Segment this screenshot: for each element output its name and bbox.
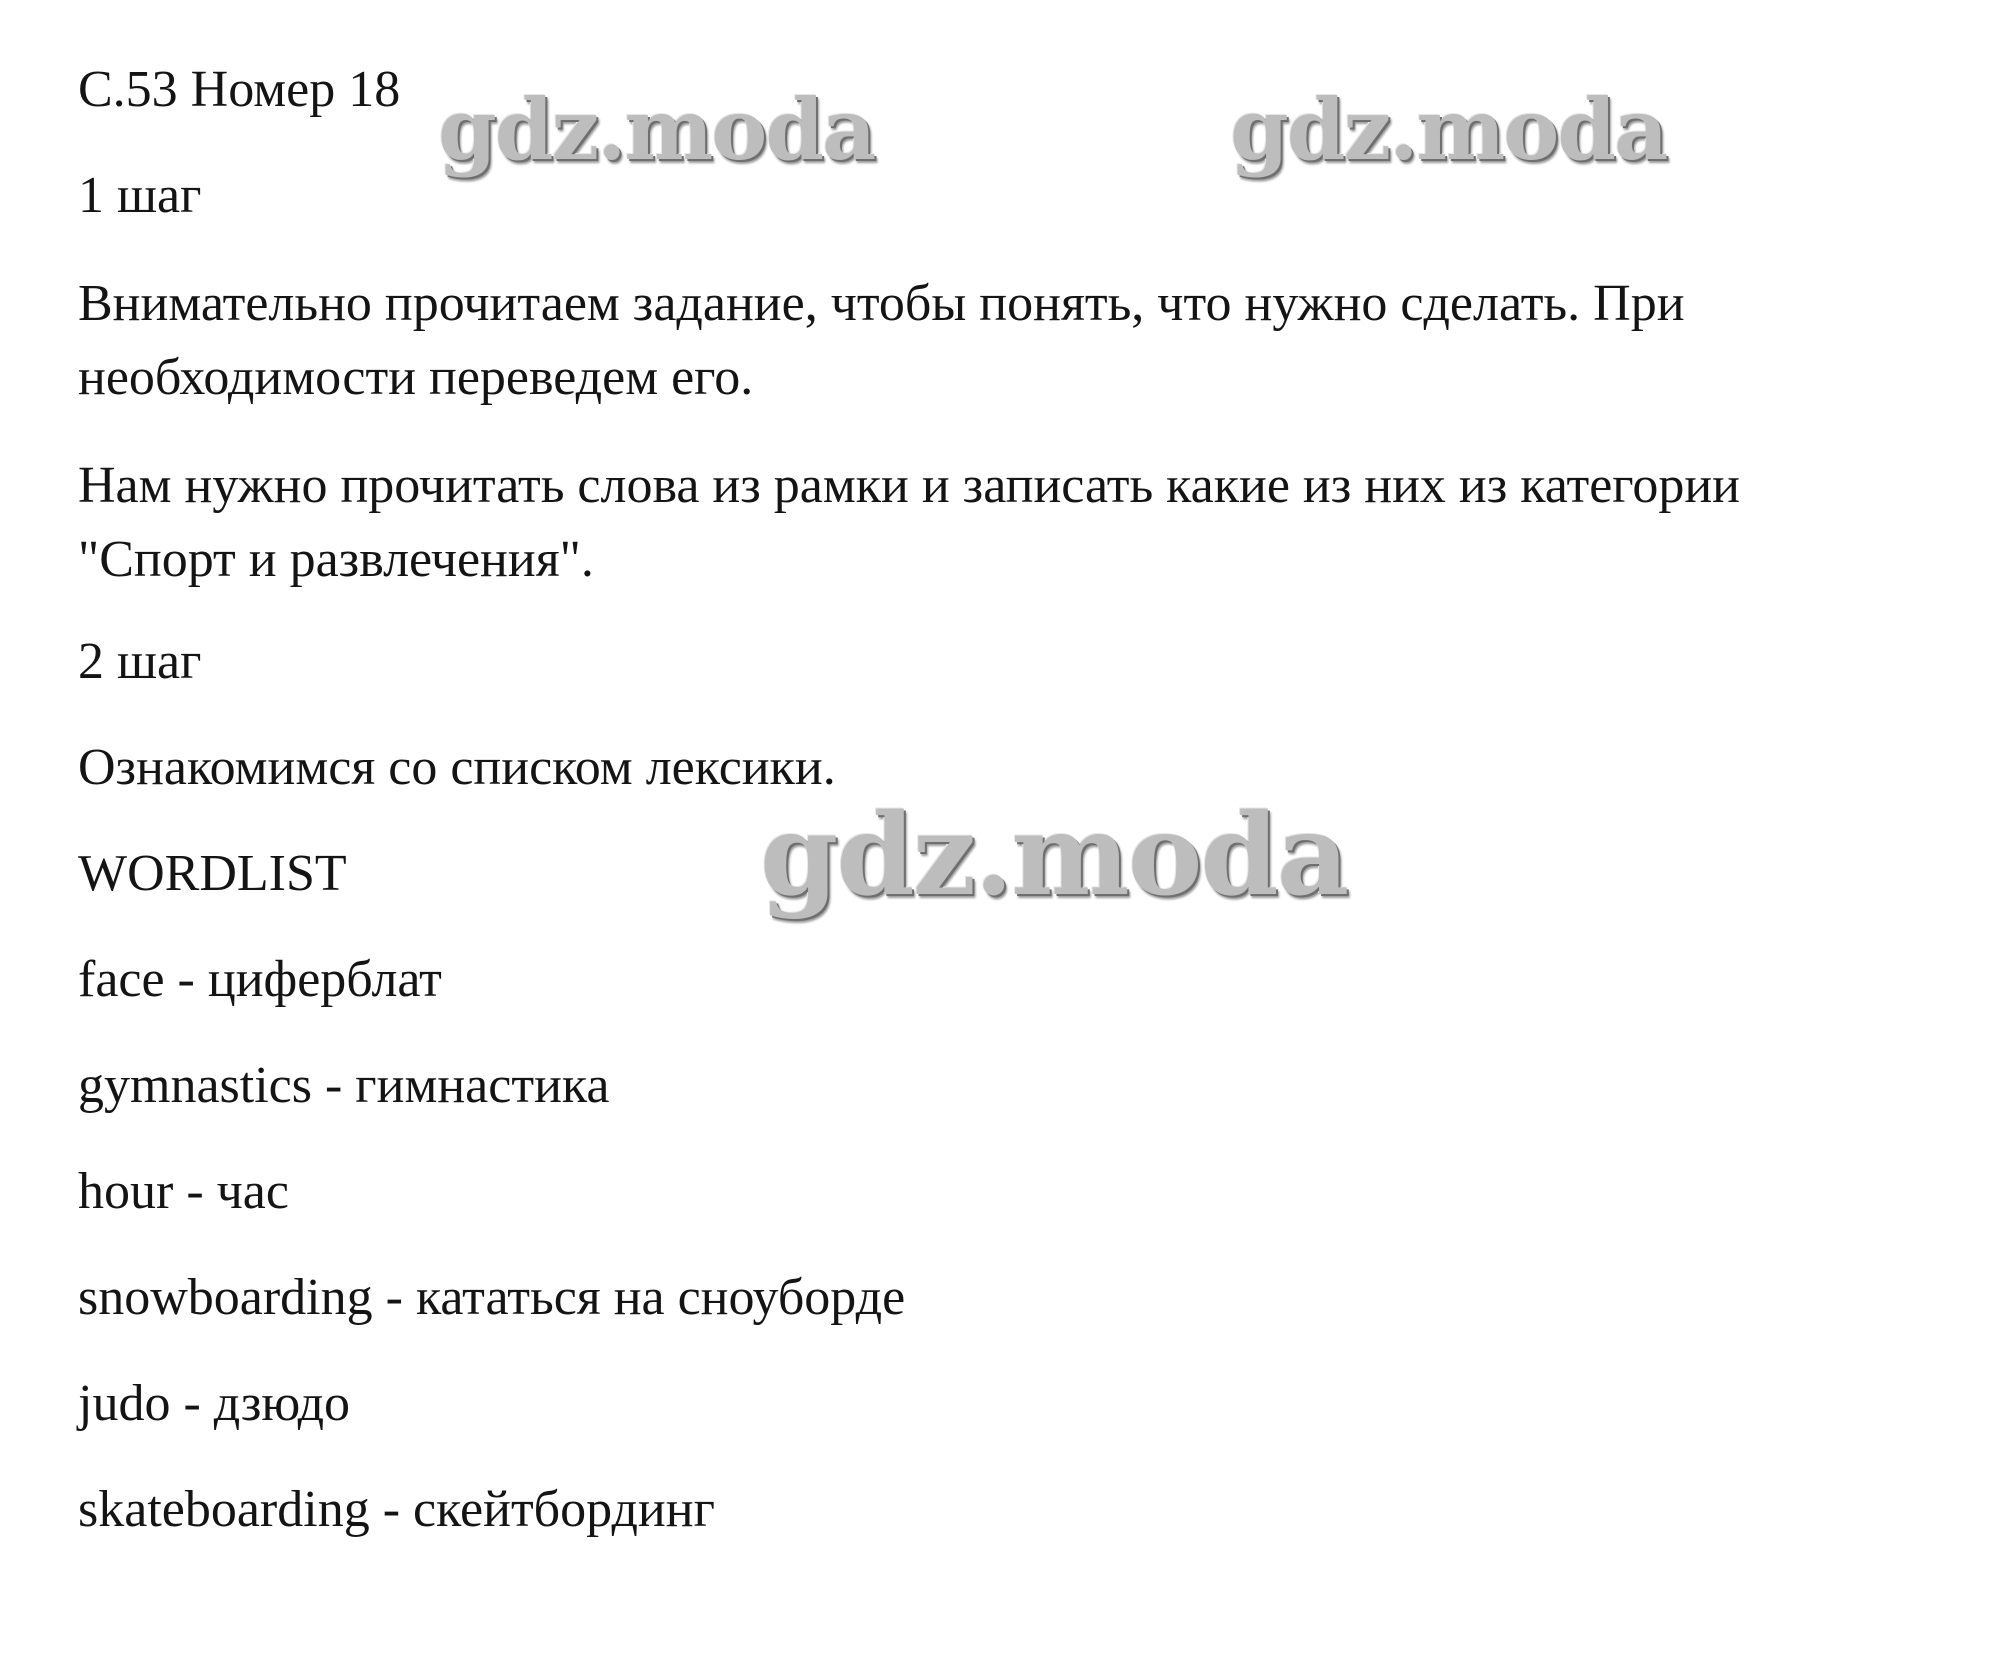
watermark-logo: gdz.moda	[760, 790, 1348, 921]
wordlist-entry: snowboarding - кататься на сноуборде	[78, 1269, 906, 1326]
page-title: С.53 Номер 18	[78, 61, 401, 118]
wordlist-title: WORDLIST	[78, 845, 347, 902]
wordlist-entry: hour - час	[78, 1163, 289, 1220]
watermark-logo: gdz.moda	[1230, 80, 1667, 179]
step-1-paragraph-1-line-1: Внимательно прочитаем задание, чтобы понять, что нужно сделать. При	[78, 275, 1685, 332]
step-1-paragraph-2-line-1: Нам нужно прочитать слова из рамки и записать какие из них из категории	[78, 457, 1740, 514]
step-1-label: 1 шаг	[78, 167, 202, 224]
wordlist-entry: skateboarding - скейтбординг	[78, 1481, 715, 1538]
step-1-paragraph-2-line-2: "Спорт и развлечения".	[78, 531, 594, 588]
step-1-paragraph-1-line-2: необходимости переведем его.	[78, 349, 754, 406]
wordlist-entry: judo - дзюдо	[78, 1375, 351, 1432]
watermark-logo: gdz.moda	[438, 80, 875, 179]
wordlist-entry: gymnastics - гимнастика	[78, 1057, 610, 1114]
step-2-intro: Ознакомимся со списком лексики.	[78, 739, 836, 796]
step-2-label: 2 шаг	[78, 633, 202, 690]
wordlist-entry: face - циферблат	[78, 951, 442, 1008]
